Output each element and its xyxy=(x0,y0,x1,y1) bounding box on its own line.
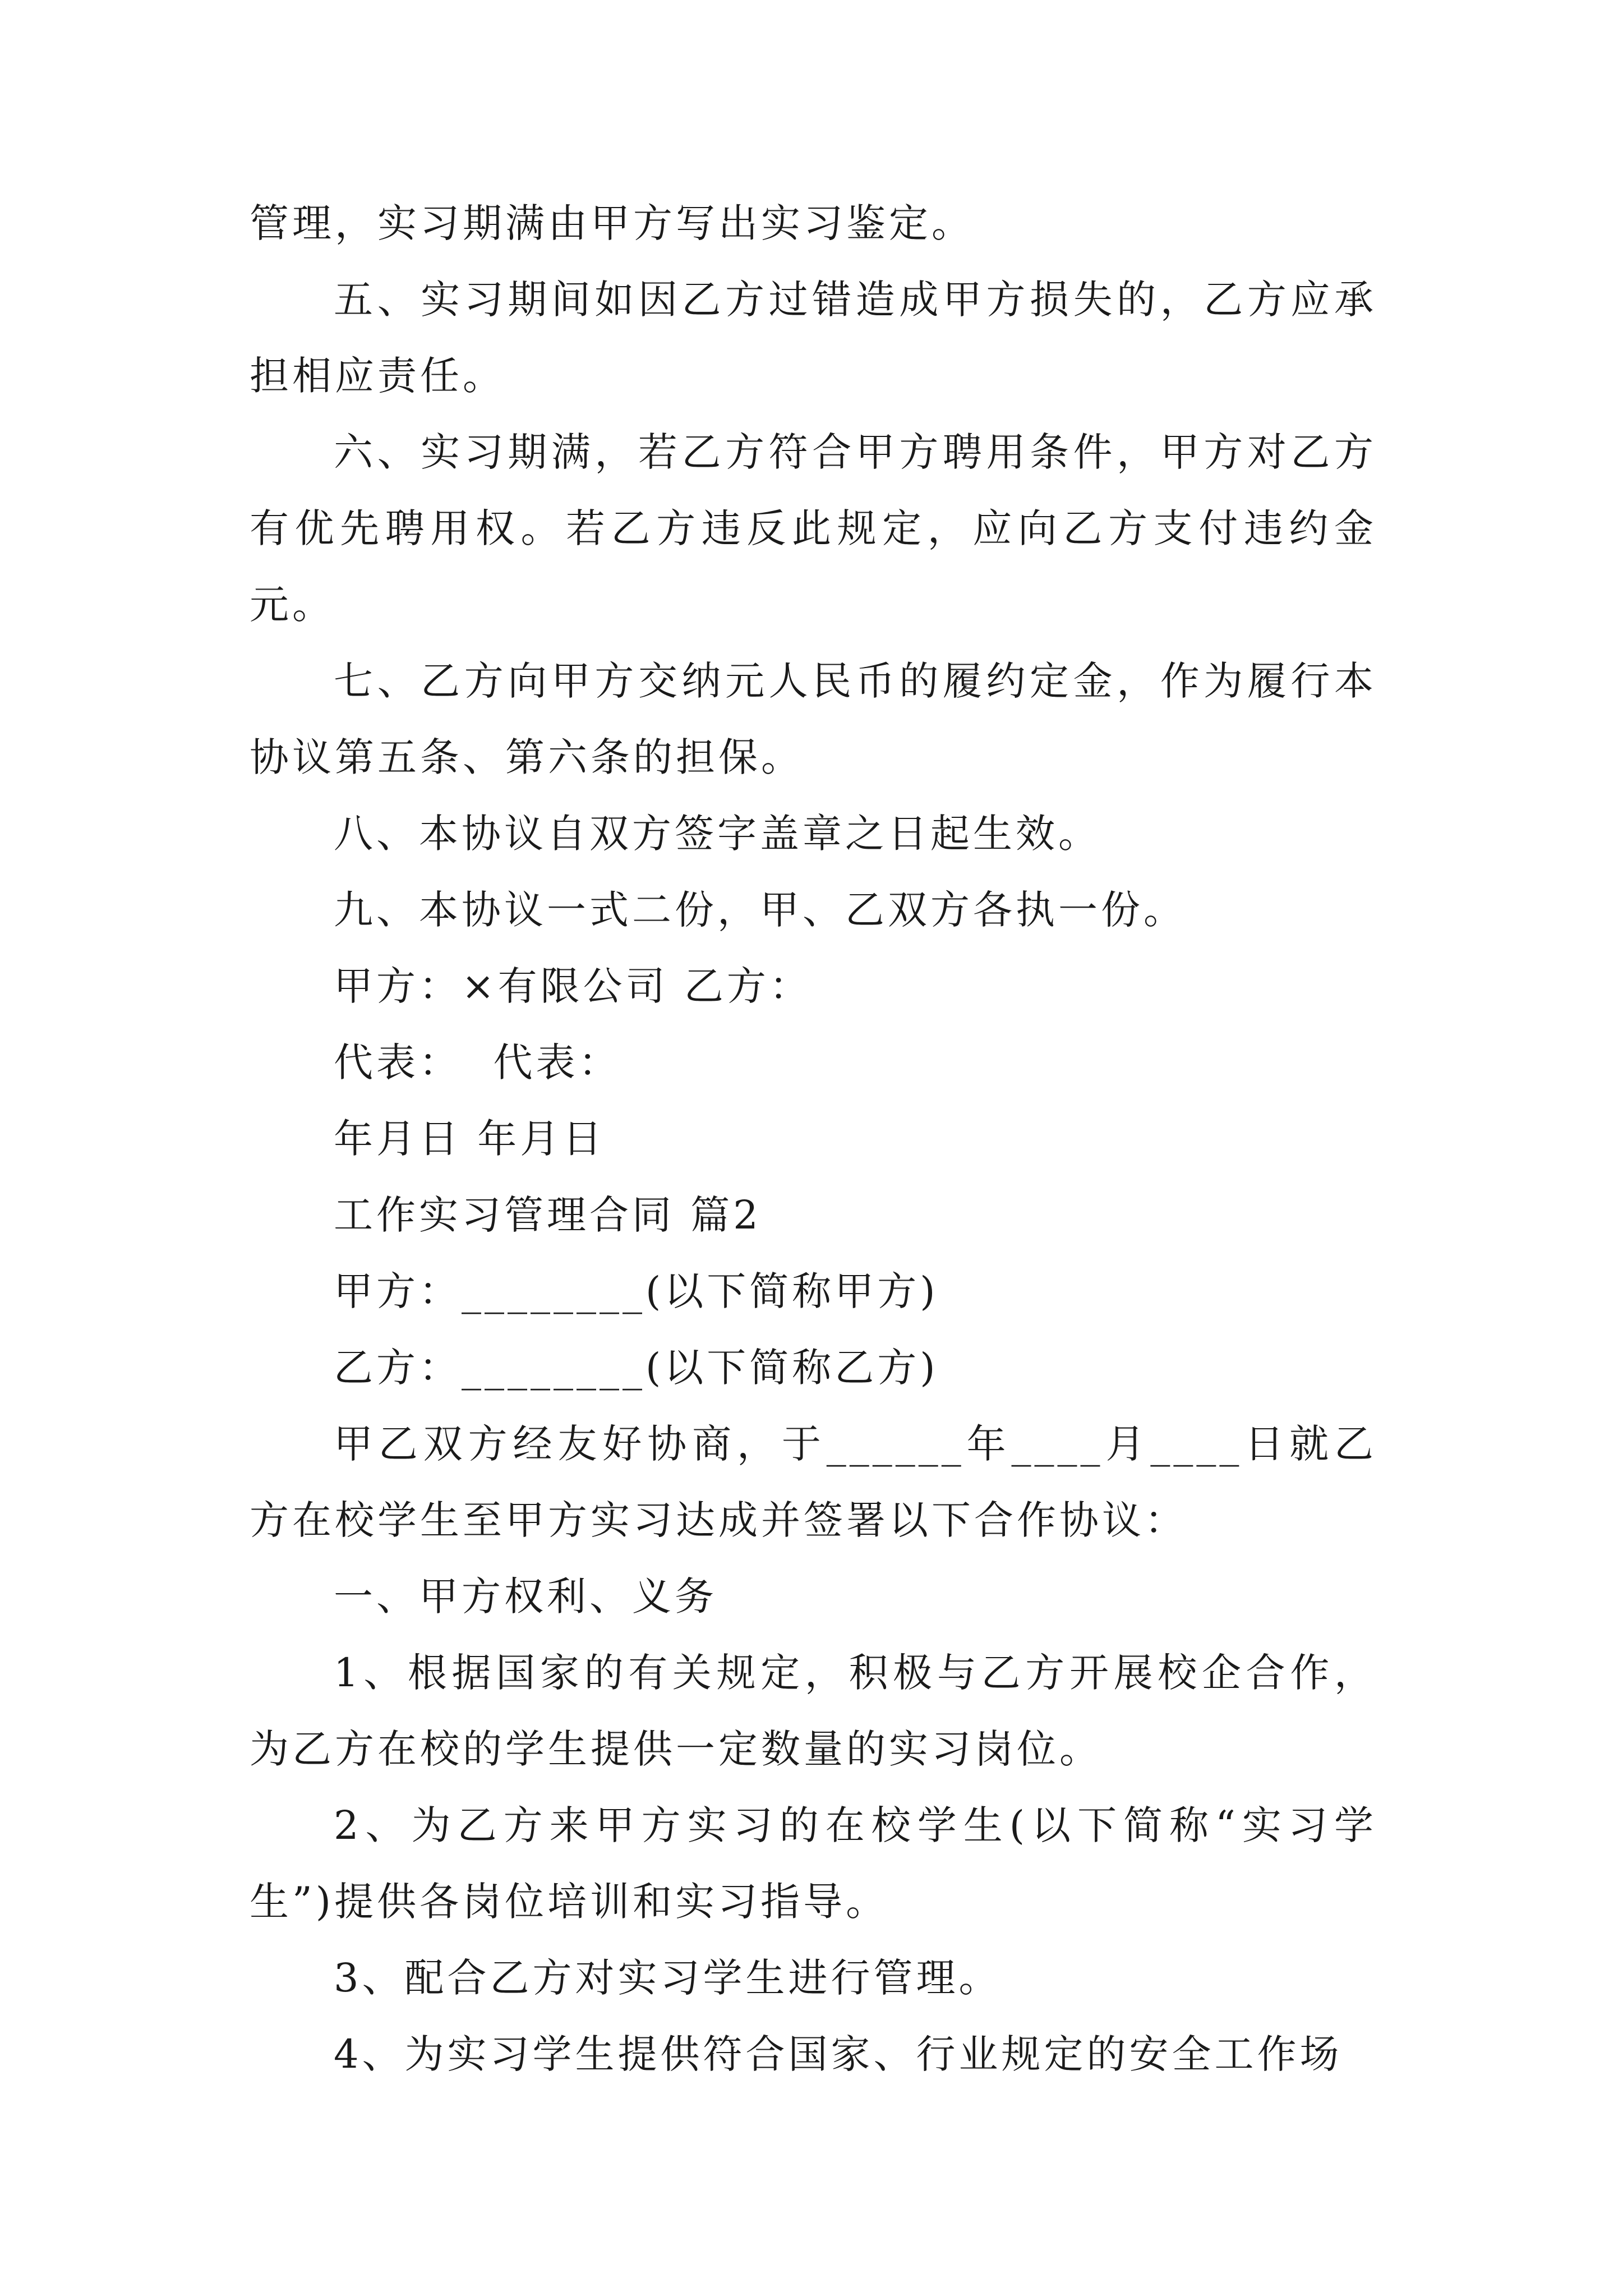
clause-5: 五、实习期间如因乙方过错造成甲方损失的，乙方应承担相应责任。 xyxy=(250,277,1377,399)
preamble: 甲乙双方经友好协商，于______年____月____日就乙方在校学生至甲方实习达成并签署以下合作协议： xyxy=(250,1421,1377,1543)
item-4: 4、为实习学生提供符合国家、行业规定的安全工作场 xyxy=(334,2031,1343,2077)
section-heading: 工作实习管理合同 篇2 xyxy=(334,1192,762,1238)
clause-7: 七、乙方向甲方交纳元人民币的履约定金，作为履行本协议第五条、第六条的担保。 xyxy=(250,658,1377,780)
document-body xyxy=(250,185,1377,2092)
party-a-line: 甲方：________(以下简称甲方) xyxy=(334,1268,939,1314)
paragraph-1: 管理，实习期满由甲方写出实习鉴定。 xyxy=(250,200,974,246)
signature-representatives: 代表： 代表： xyxy=(334,1039,621,1085)
clause-8: 八、本协议自双方签字盖章之日起生效。 xyxy=(334,811,1101,857)
signature-parties: 甲方：×有限公司 乙方： xyxy=(334,963,812,1009)
item-3: 3、配合乙方对实习学生进行管理。 xyxy=(334,1955,1002,2001)
item-2: 2、为乙方来甲方实习的在校学生(以下简称“实习学生”)提供各岗位培训和实习指导。 xyxy=(250,1802,1377,1925)
party-b-line: 乙方：________(以下简称乙方) xyxy=(334,1345,939,1391)
clause-6: 六、实习期满，若乙方符合甲方聘用条件，甲方对乙方有优先聘用权。若乙方违反此规定，应向乙方支付违约金元。 xyxy=(250,429,1377,628)
article-heading-1: 一、甲方权利、义务 xyxy=(334,1573,717,1619)
clause-9: 九、本协议一式二份，甲、乙双方各执一份。 xyxy=(334,887,1186,933)
item-1: 1、根据国家的有关规定，积极与乙方开展校企合作，为乙方在校的学生提供一定数量的实习岗位。 xyxy=(250,1650,1377,1772)
signature-dates: 年月日 年月日 xyxy=(334,1116,606,1162)
